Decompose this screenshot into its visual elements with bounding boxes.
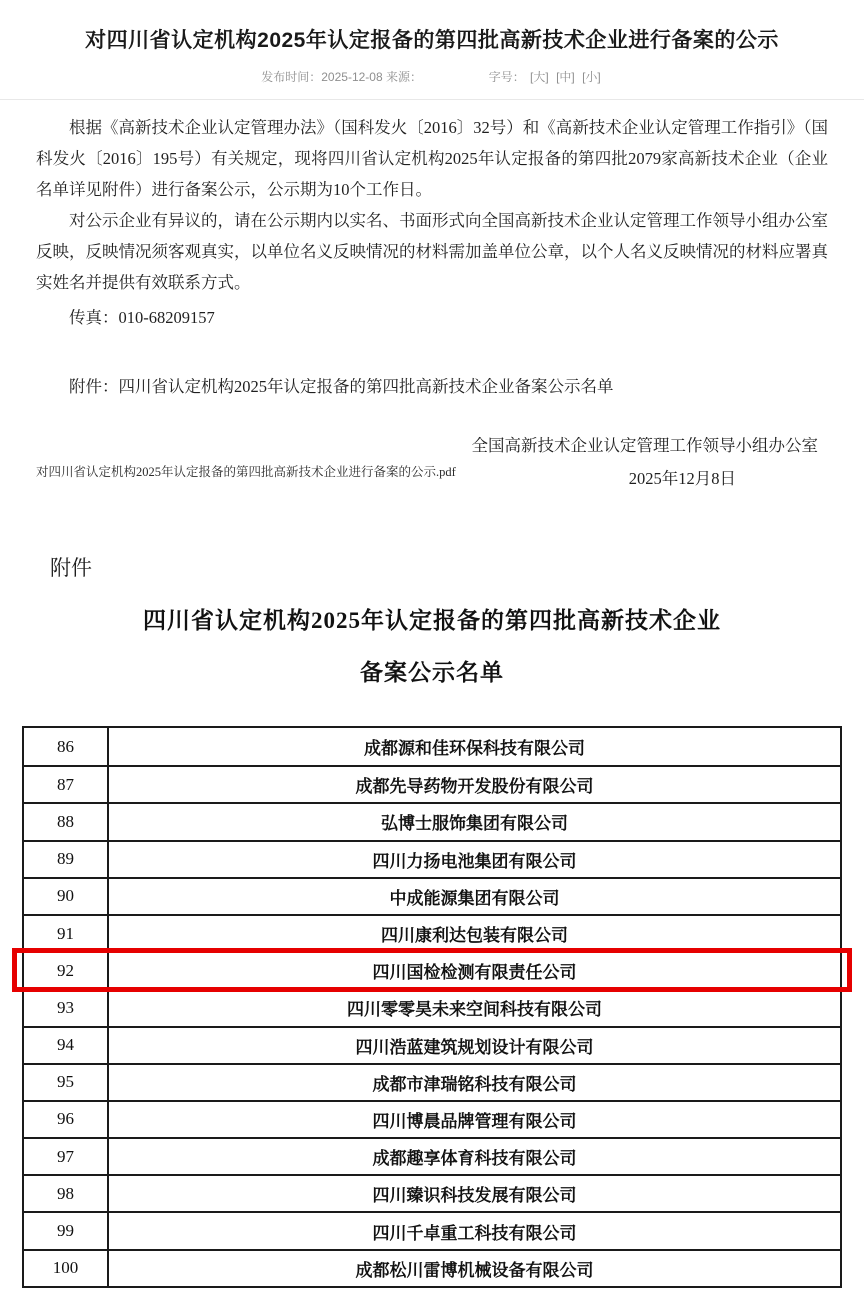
company-name-cell: 成都先导药物开发股份有限公司	[355, 777, 594, 797]
meta-line	[0, 68, 864, 85]
table-row	[24, 877, 840, 914]
row-number-cell: 86	[24, 728, 109, 765]
fontsize-medium-button[interactable]: [中]	[556, 70, 575, 84]
fontsize-small-button[interactable]: [小]	[582, 70, 601, 84]
attachment-section-label: 附件	[50, 556, 92, 580]
company-name-cell: 弘博士服饰集团有限公司	[381, 814, 568, 834]
table-row	[24, 988, 840, 1025]
table-row	[24, 914, 840, 951]
row-number-cell: 91	[24, 916, 109, 951]
table-row	[24, 802, 840, 839]
table-row	[24, 1026, 840, 1063]
table-row	[24, 1211, 840, 1248]
company-name-cell: 四川浩蓝建筑规划设计有限公司	[355, 1037, 594, 1057]
pdf-attachment-row	[36, 462, 456, 480]
company-name-cell: 四川臻识科技发展有限公司	[372, 1186, 577, 1206]
fontsize-large-button[interactable]: [大]	[530, 70, 549, 84]
row-number-cell: 100	[24, 1251, 109, 1286]
document-body	[0, 100, 864, 494]
table-row	[24, 765, 840, 802]
paragraph-2: 对公示企业有异议的，请在公示期内以实名、书面形式向全国高新技术企业认定管理工作领导小组办公室反映，反映情况须客观真实，以单位名义反映情况的材料需加盖单位公章，以个人名义反映情况的材料应署真实姓名并提供有效联系方式。	[36, 211, 828, 292]
fax-line: 传真：010-68209157	[69, 308, 215, 327]
company-table	[22, 726, 842, 1288]
table-row	[24, 1137, 840, 1174]
row-number-cell: 87	[24, 767, 109, 802]
fontsize-label: 字号：	[488, 70, 525, 84]
row-number-cell: 88	[24, 804, 109, 839]
table-row	[24, 1249, 840, 1286]
company-name-cell: 四川康利达包装有限公司	[381, 926, 568, 946]
row-number-cell: 93	[24, 990, 109, 1025]
company-name-cell: 成都趣享体育科技有限公司	[372, 1149, 577, 1169]
table-row	[24, 840, 840, 877]
company-name-cell: 四川国检检测有限责任公司	[372, 963, 577, 983]
table-row	[24, 1100, 840, 1137]
row-number-cell: 96	[24, 1102, 109, 1137]
paragraph-1: 根据《高新技术企业认定管理办法》（国科发火〔2016〕32号）和《高新技术企业认定管理工作指引》（国科发火〔2016〕195号）有关规定，现将四川省认定机构2025年认定报备的第四批2079家高新技术企业（企业名单详见附件）进行备案公示，公示期为10个工作日。	[36, 118, 828, 199]
table-row	[24, 1174, 840, 1211]
table-row-highlighted	[24, 951, 840, 988]
attachment-ref-line: 附件：四川省认定机构2025年认定报备的第四批高新技术企业备案公示名单	[69, 377, 614, 396]
company-name-cell: 四川千卓重工科技有限公司	[372, 1223, 577, 1243]
company-name-cell: 成都市津瑞铭科技有限公司	[372, 1074, 577, 1094]
table-row	[24, 728, 840, 765]
company-name-cell: 成都源和佳环保科技有限公司	[364, 739, 585, 759]
pdf-attachment-link[interactable]: 对四川省认定机构2025年认定报备的第四批高新技术企业进行备案的公示.pdf	[36, 465, 456, 479]
row-number-cell: 89	[24, 842, 109, 877]
signature-org: 全国高新技术企业认定管理工作领导小组办公室	[471, 436, 818, 455]
page-title: 对四川省认定机构2025年认定报备的第四批高新技术企业进行备案的公示	[85, 29, 779, 52]
row-number-cell: 94	[24, 1028, 109, 1063]
row-number-cell: 98	[24, 1176, 109, 1211]
source-label: 来源：	[385, 70, 422, 84]
signature-date: 2025年12月8日	[628, 469, 736, 488]
row-number-cell: 97	[24, 1139, 109, 1174]
company-name-cell: 中成能源集团有限公司	[389, 888, 560, 908]
company-name-cell: 成都松川雷博机械设备有限公司	[355, 1260, 594, 1280]
row-number-cell: 99	[24, 1213, 109, 1248]
row-number-cell: 90	[24, 879, 109, 914]
company-name-cell: 四川博晨品牌管理有限公司	[372, 1111, 577, 1131]
company-name-cell: 四川零零昊未来空间科技有限公司	[347, 1000, 602, 1020]
row-number-cell: 95	[24, 1065, 109, 1100]
company-name-cell: 四川力扬电池集团有限公司	[372, 851, 577, 871]
row-number-cell: 92	[24, 953, 109, 988]
publish-time: 发布时间：2025-12-08	[261, 70, 383, 84]
attachment-title-line2: 备案公示名单	[360, 660, 504, 685]
attachment-title-line1: 四川省认定机构2025年认定报备的第四批高新技术企业	[143, 608, 721, 633]
table-row	[24, 1063, 840, 1100]
page-header	[0, 0, 864, 100]
